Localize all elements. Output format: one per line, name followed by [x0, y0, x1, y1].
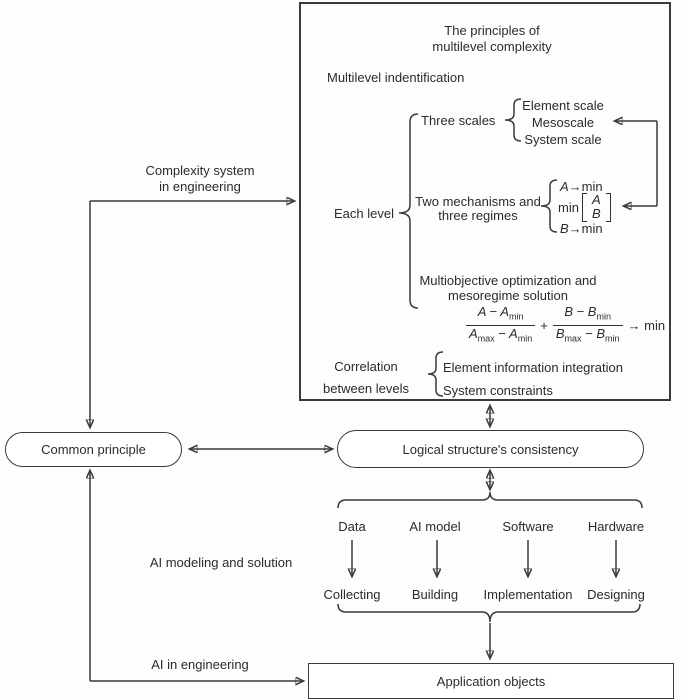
formula-den-b2: − B — [581, 325, 605, 341]
formula-num-a-text: A − A — [477, 304, 509, 319]
pipeline-source-hardware: Hardware — [587, 519, 645, 534]
pipeline-source-aimodel: AI model — [409, 519, 461, 534]
regime-b-min — [560, 221, 603, 236]
formula-den-a — [466, 325, 535, 347]
correlation-item-element: Element information integration — [443, 360, 623, 375]
formula-num-a — [475, 304, 527, 325]
bracket-left — [582, 193, 587, 222]
scale-items — [508, 97, 618, 148]
regime-min-label: min — [558, 200, 579, 215]
complexity-system-label — [120, 163, 280, 195]
formula-den-b1: B — [555, 325, 565, 341]
formula-result: → min — [627, 317, 666, 333]
regime-stack — [590, 193, 603, 222]
pipeline-source-data: Data — [338, 519, 366, 534]
regime-stack-a: A — [591, 192, 601, 207]
ai-modeling-label: AI modeling and solution — [149, 555, 293, 570]
regime-a-tomin: →min — [568, 179, 603, 194]
multiobjective-line2: mesoregime solution — [448, 288, 568, 303]
correlation-item-system: System constraints — [443, 383, 553, 398]
regime-min-bracket — [558, 193, 611, 222]
mechanisms-label — [408, 195, 548, 223]
formula-den-a2: − A — [494, 325, 518, 341]
correlation-label — [306, 356, 426, 400]
formula-den-b — [553, 325, 623, 347]
pipeline-top-brace — [338, 492, 642, 508]
multiobjective-line1: Multiobjective optimization and — [419, 273, 597, 288]
each-level-label: Each level — [334, 206, 394, 221]
formula-num-a-sub: min — [508, 311, 524, 322]
mechanisms-label-line1: Two mechanisms and — [415, 194, 541, 209]
application-objects-node — [308, 663, 674, 699]
pipeline-source-software: Software — [502, 519, 554, 534]
complexity-line1: Complexity system — [145, 163, 255, 178]
application-objects-label: Application objects — [436, 673, 546, 689]
complexity-line2: in engineering — [159, 179, 241, 194]
formula-num-b-sub: min — [596, 311, 611, 322]
formula-den-a1: A — [469, 325, 478, 341]
principles-title-line2: multilevel complexity — [432, 39, 552, 54]
logical-consistency-label: Logical structure's consistency — [402, 441, 579, 457]
principles-title-line1: The principles of — [444, 23, 540, 38]
correlation-line2: between levels — [323, 381, 409, 396]
multilevel-identification-label: Multilevel indentification — [327, 70, 465, 85]
multiobjective-label — [398, 273, 618, 303]
regime-stack-b: B — [591, 206, 601, 221]
ai-engineering-label: AI in engineering — [151, 657, 249, 672]
formula-den-a1-sub: max — [477, 333, 495, 344]
correlation-items — [443, 356, 623, 402]
formula-fraction-b — [553, 304, 623, 346]
formula-num-b-text: B − B — [564, 304, 597, 319]
formula-num-b — [561, 304, 614, 325]
scale-item-meso: Mesoscale — [531, 115, 595, 130]
pipeline-action-collecting: Collecting — [323, 587, 381, 602]
correlation-line1: Correlation — [334, 359, 398, 374]
formula-plus: + — [540, 317, 548, 333]
regime-a-var: A — [560, 179, 569, 194]
logical-consistency-node — [337, 430, 644, 468]
common-principle-node — [5, 432, 182, 467]
pipeline-bottom-brace — [338, 604, 640, 622]
multiobjective-formula — [466, 304, 665, 346]
scale-item-system: System scale — [524, 132, 602, 147]
formula-den-b2-sub: min — [605, 333, 620, 344]
formula-fraction-a — [466, 304, 535, 346]
regime-b-var: B — [560, 221, 569, 236]
regime-b-tomin: →min — [568, 221, 603, 236]
formula-den-a2-sub: min — [517, 333, 533, 344]
bracket-right — [606, 193, 611, 222]
three-scales-label: Three scales — [421, 113, 496, 128]
common-principle-label: Common principle — [41, 442, 146, 457]
principles-title — [382, 23, 602, 55]
pipeline-action-building: Building — [411, 587, 459, 602]
mechanisms-label-line2: three regimes — [438, 208, 518, 223]
pipeline-action-implementation: Implementation — [483, 587, 573, 602]
scale-item-element: Element scale — [522, 98, 604, 113]
formula-den-b1-sub: max — [564, 333, 582, 344]
pipeline-action-designing: Designing — [587, 587, 645, 602]
